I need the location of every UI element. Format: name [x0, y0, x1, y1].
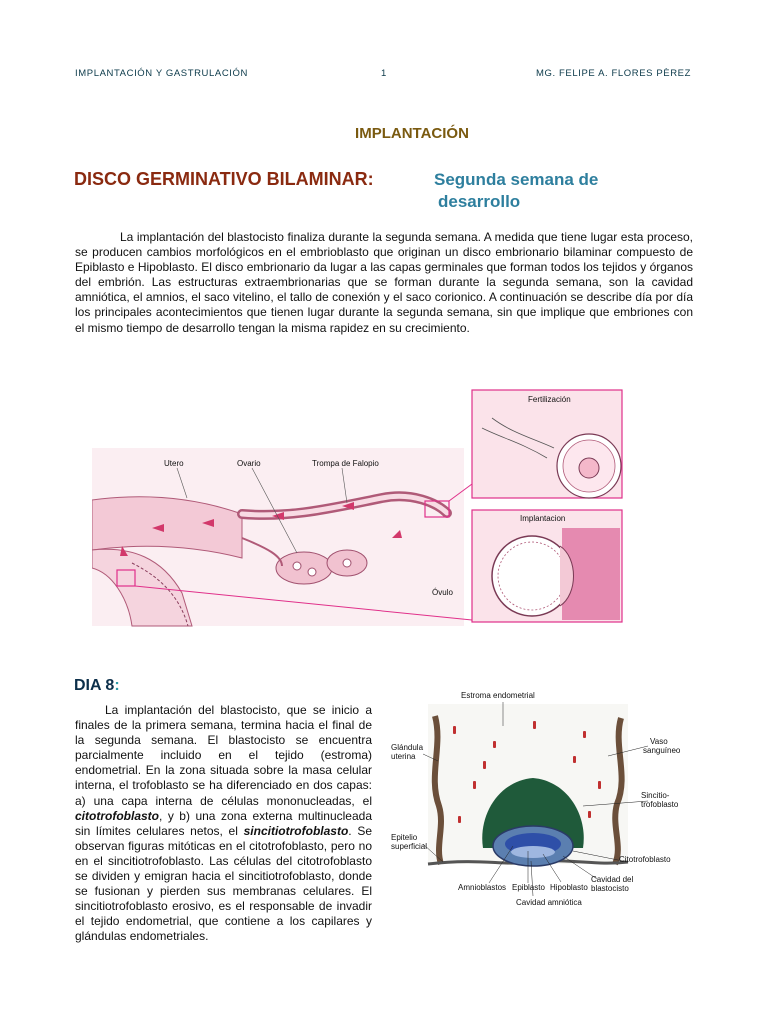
sub-title-line1: Segunda semana de	[434, 170, 599, 189]
blastocyst-day8-figure	[383, 686, 685, 912]
label-estroma: Estroma endometrial	[461, 691, 535, 700]
label-utero: Utero	[164, 459, 184, 468]
intro-text: La implantación del blastocisto finaliza durante la segunda semana. A medida que tiene lugar esta proceso, se producen cambios morfológicos en el embrioblasto que originan un disco embrionario bilaminar compuesto de Epiblasto e Hipoblasto. El disco embrionario da lugar a las capas germinales que forman todos los tejidos y órganos del embrión. Las estructuras extraembrionarias que se forman durante la segunda semana, son la cavidad amniótica, el amnios, el saco vitelino, el tallo de conexión y el saco corionico. A continuación se describe día por día los principales acontecimientos que tienen lugar durante la segunda semana, sin que implique que embriones con el mismo tiempo de desarrollo tengan la misma rapidez en su crecimiento.	[75, 230, 693, 335]
dia8-paragraph	[75, 703, 372, 945]
label-cavidad-amniotica: Cavidad amniótica	[516, 898, 582, 907]
header-title: IMPLANTACIÓN Y GASTRULACIÓN	[75, 68, 248, 79]
label-sincitio-1: Sincitio-	[641, 791, 670, 800]
label-fertilizacion: Fertilización	[528, 395, 571, 404]
label-hipoblasto: Hipoblasto	[550, 883, 588, 892]
page-number: 1	[381, 68, 387, 79]
label-epiblasto: Epiblasto	[512, 883, 545, 892]
header-author: MG. FELIPE A. FLORES PÈREZ	[536, 68, 691, 79]
label-glandula-1: Glándula	[391, 743, 424, 752]
label-amnioblastos: Amnioblastos	[458, 883, 507, 892]
label-implantacion: Implantacion	[520, 514, 566, 523]
label-trompa: Trompa de Falopio	[312, 459, 379, 468]
dia8-text-b: , y b) una zona externa multinucleada sin límites celulares netos, el	[75, 808, 372, 838]
label-vaso-2: sanguíneo	[643, 746, 681, 755]
intro-paragraph	[75, 230, 693, 336]
dia8-title-colon: :	[114, 677, 120, 694]
term-citotrofoblasto: citotrofoblasto	[75, 808, 159, 823]
main-title: DISCO GERMINATIVO BILAMINAR:	[74, 169, 374, 189]
label-sincitio-2: trofoblasto	[641, 800, 679, 809]
dia8-text-c: . Se observan figuras mitóticas en el citotrofoblasto, pero no en el sincitiotrofoblasto. Las células del citotrofoblasto se dividen y emigran hacia el sincitiotrofoblasto, donde se fusionan y pierden sus membranas celulares. El sincitiotrofoblasto erosivo, es el responsable de invadir el tejido endometrial, que contiene a los capilares y glándulas endometriales.	[75, 823, 372, 944]
reproductive-tract-figure	[92, 388, 680, 628]
label-epitelio-1: Epitelio	[391, 833, 418, 842]
label-ovario: Ovario	[237, 459, 261, 468]
dia8-text-a: La implantación del blastocisto, que se inicio a finales de la primera semana, termina hacia el final de la segunda semana. El blastocisto se encuentra parcialmente incluido en el tejido (estroma) endometrial. En la zona situada sobre la masa celular interna, el trofoblasto se ha diferenciado en dos capas: a) una capa interna de células mononucleadas, el	[75, 703, 372, 808]
label-ovulo: Óvulo	[432, 588, 453, 597]
label-cavidad-blastocisto-2: blastocisto	[591, 884, 629, 893]
sub-title	[434, 169, 684, 213]
term-sincitiotrofoblasto: sincitiotrofoblasto	[243, 823, 349, 838]
label-citotrofoblasto: Citotrofoblasto	[619, 855, 671, 864]
dia8-title-text: DIA 8	[74, 677, 115, 694]
dia8-title	[74, 677, 120, 695]
label-glandula-2: uterina	[391, 752, 416, 761]
sub-title-line2: desarrollo	[438, 192, 521, 211]
label-epitelio-2: superficial	[391, 842, 428, 851]
section-title: IMPLANTACIÓN	[355, 125, 469, 142]
label-vaso-1: Vaso	[650, 737, 668, 746]
label-cavidad-blastocisto-1: Cavidad del	[591, 875, 634, 884]
